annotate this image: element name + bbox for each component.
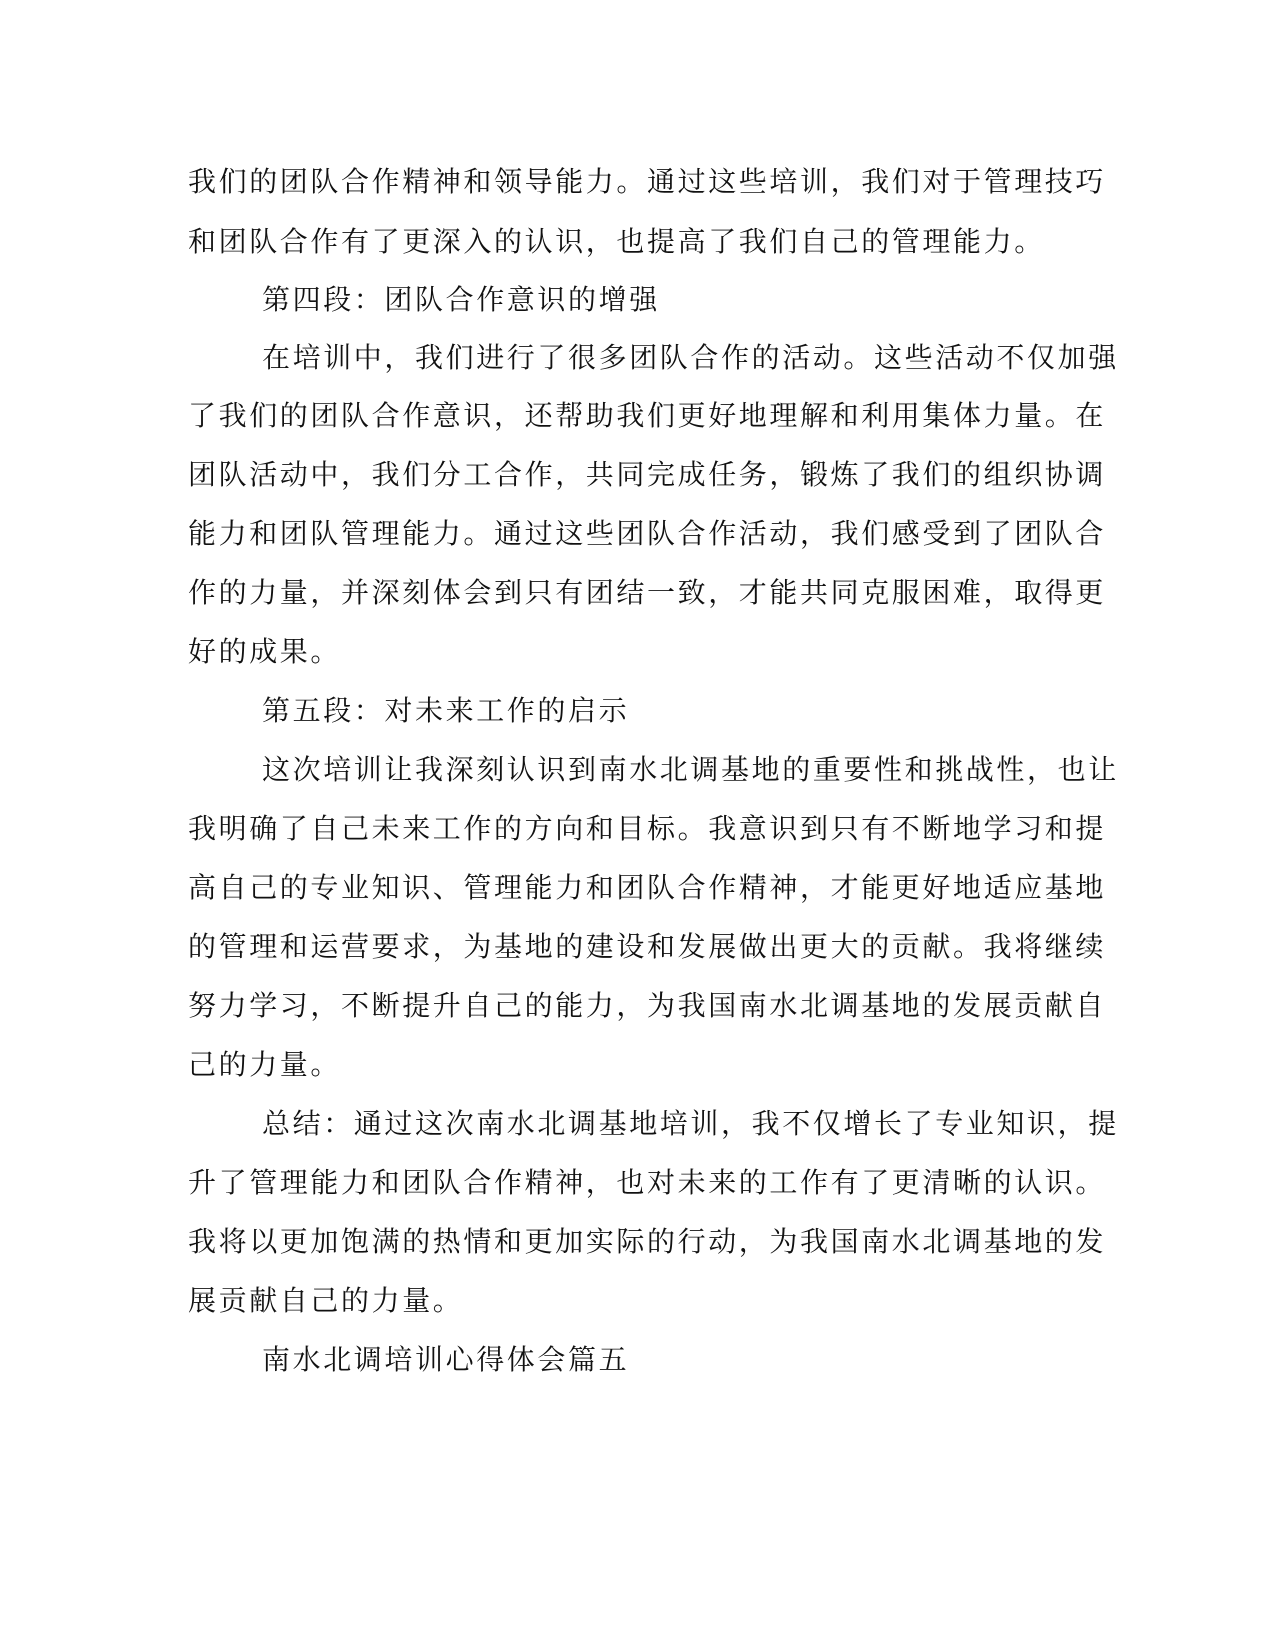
summary-line: 展贡献自己的力量。 — [188, 1284, 464, 1317]
paragraph-line: 我们的团队合作精神和领导能力。通过这些培训，我们对于管理技巧 — [188, 165, 1107, 198]
paragraph-line: 和团队合作有了更深入的认识，也提高了我们自己的管理能力。 — [188, 225, 1045, 258]
paragraph-line: 能力和团队管理能力。通过这些团队合作活动，我们感受到了团队合 — [188, 517, 1107, 550]
summary-line: 我将以更加饱满的热情和更加实际的行动，为我国南水北调基地的发 — [188, 1225, 1107, 1258]
paragraph-line: 己的力量。 — [188, 1048, 342, 1081]
paragraph-line: 我明确了自己未来工作的方向和目标。我意识到只有不断地学习和提 — [188, 812, 1107, 845]
paragraph-line: 作的力量，并深刻体会到只有团结一致，才能共同克服困难，取得更 — [188, 576, 1107, 609]
summary-line: 升了管理能力和团队合作精神，也对未来的工作有了更清晰的认识。 — [188, 1166, 1107, 1199]
paragraph-line: 高自己的专业知识、管理能力和团队合作精神，才能更好地适应基地 — [188, 871, 1107, 904]
paragraph-line: 团队活动中，我们分工合作，共同完成任务，锻炼了我们的组织协调 — [188, 458, 1107, 491]
section-heading-4: 第四段：团队合作意识的增强 — [262, 283, 660, 316]
section-heading-5: 第五段：对未来工作的启示 — [262, 694, 630, 727]
paragraph-line: 这次培训让我深刻认识到南水北调基地的重要性和挑战性，也让 — [262, 753, 1119, 786]
summary-line: 总结：通过这次南水北调基地培训，我不仅增长了专业知识，提 — [262, 1107, 1119, 1140]
paragraph-line: 在培训中，我们进行了很多团队合作的活动。这些活动不仅加强 — [262, 341, 1119, 374]
paragraph-line: 好的成果。 — [188, 635, 342, 668]
paragraph-line: 的管理和运营要求，为基地的建设和发展做出更大的贡献。我将继续 — [188, 930, 1107, 963]
paragraph-line: 努力学习，不断提升自己的能力，为我国南水北调基地的发展贡献自 — [188, 989, 1107, 1022]
article-title: 南水北调培训心得体会篇五 — [262, 1343, 630, 1376]
paragraph-line: 了我们的团队合作意识，还帮助我们更好地理解和利用集体力量。在 — [188, 399, 1107, 432]
